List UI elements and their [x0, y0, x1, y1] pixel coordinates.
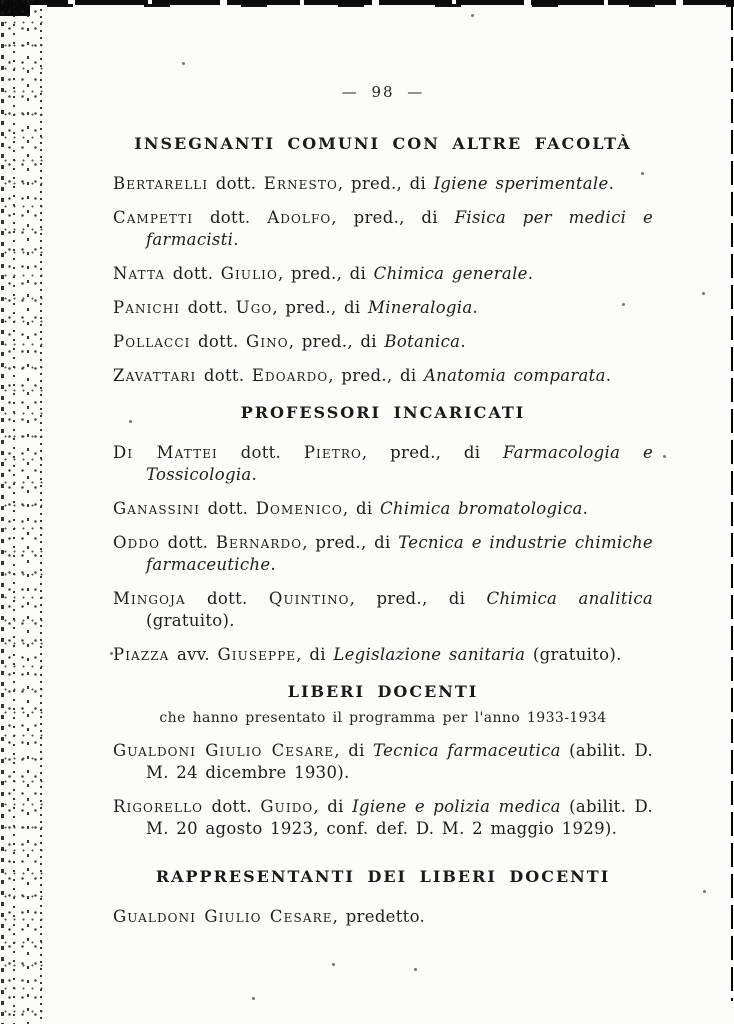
entry-segment-n: avv.: [169, 645, 218, 664]
entry-segment-n: , di: [313, 797, 353, 816]
entry-segment-n: , pred., di: [328, 366, 424, 385]
entry-segment-n: (abilit. D. M. 24 dicembre 1930).: [146, 741, 653, 782]
entry-segment-it: Anatomia comparata: [423, 366, 606, 385]
entry-segment-n: .: [251, 465, 258, 484]
entry-natta: [113, 263, 653, 285]
scan-speckle: [332, 963, 335, 966]
entry-zavattari: [113, 365, 653, 387]
entry-segment-n: , pred., di: [277, 264, 374, 283]
entry-segment-n: dott.: [185, 589, 269, 608]
entry-piazza: [113, 644, 653, 666]
entry-segment-n: .: [233, 230, 239, 249]
entry-segment-n: , pred., di: [361, 443, 504, 462]
entry-segment-n: , di: [334, 741, 374, 760]
scan-edge-top: [0, 0, 734, 7]
entry-segment-n: dott.: [160, 533, 216, 552]
entry-segment-sc: Ganassini: [113, 499, 201, 518]
entry-segment-n: .: [605, 366, 612, 385]
entry-segment-it: Chimica bromatologica: [379, 499, 583, 518]
entry-segment-sc: Di Mattei: [113, 443, 218, 462]
entry-segment-sc: Domenico: [255, 499, 343, 518]
scan-speckle: [252, 997, 255, 1000]
scan-speckle: [414, 968, 417, 971]
entry-segment-n: , di: [342, 499, 380, 518]
entry-segment-it: Fisica per medici e farmacisti: [146, 208, 654, 249]
entry-oddo: [113, 532, 653, 576]
entry-pollacci: [113, 331, 653, 353]
entry-segment-n: (abilit. D. M. 20 agosto 1923, conf. def. D. M. 2 maggio 1929).: [146, 797, 653, 838]
section-heading-liberi-docenti: LIBERI DOCENTI: [287, 682, 479, 701]
entry-segment-sc: Ugo: [235, 298, 273, 317]
entry-segment-sc: Gino: [246, 332, 289, 351]
entry-ganassini: [113, 498, 653, 520]
entry-segment-sc: Edoardo: [251, 366, 329, 385]
entry-segment-n: dott.: [200, 499, 256, 518]
scan-speckle: [471, 14, 474, 17]
entry-segment-sc: Zavattari: [113, 366, 197, 385]
entry-segment-sc: Giulio: [220, 264, 278, 283]
entry-segment-n: dott.: [196, 366, 252, 385]
entry-mingoja: [113, 588, 653, 632]
entry-segment-n: .: [608, 174, 615, 193]
entry-segment-n: , pred., di: [349, 589, 487, 608]
scan-speckle: [182, 62, 185, 65]
entry-segment-it: Igiene e polizia medica: [352, 797, 561, 816]
entry-gualdoni-predetto: [113, 906, 653, 928]
entry-segment-sc: Piazza: [113, 645, 170, 664]
entry-segment-it: Chimica generale: [373, 264, 528, 283]
entry-segment-sc: Natta: [113, 264, 166, 283]
section-subtitle-liberi-docenti: che hanno presentato il programma per l'anno 1933-1934: [159, 710, 607, 726]
entry-segment-sc: Mingoja: [113, 589, 186, 608]
entry-segment-sc: Adolfo: [267, 208, 332, 227]
entry-segment-sc: Pollacci: [113, 332, 191, 351]
entry-segment-sc: Campetti: [113, 208, 194, 227]
page-number: — 98 —: [341, 83, 425, 101]
entry-segment-it: Legislazione sanitaria: [333, 645, 526, 664]
entry-segment-sc: Ernesto: [263, 174, 338, 193]
section-heading-rappresentanti: RAPPRESENTANTI DEI LIBERI DOCENTI: [155, 867, 611, 886]
entry-segment-n: , pred., di: [302, 533, 399, 552]
scan-speckle: [663, 455, 666, 458]
entry-segment-n: dott.: [208, 174, 264, 193]
entry-segment-sc: Quintino: [268, 589, 350, 608]
page-content: [113, 82, 653, 928]
entry-segment-n: dott.: [217, 443, 304, 462]
entry-segment-n: .: [582, 499, 589, 518]
entry-rigorello: [113, 796, 653, 840]
entry-segment-it: Mineralogia: [368, 298, 473, 317]
entry-segment-n: , pred., di: [272, 298, 369, 317]
entry-segment-n: , pred., di: [331, 208, 455, 227]
entry-segment-sc: Bernardo: [215, 533, 303, 552]
entry-segment-it: Botanica: [384, 332, 461, 351]
entry-segment-it: Farmacologia e Tossicologia: [146, 443, 654, 484]
entry-segment-sc: Guido: [260, 797, 314, 816]
entry-segment-n: dott.: [165, 264, 221, 283]
entry-segment-n: , pred., di: [337, 174, 434, 193]
scan-noise-left-margin: [0, 0, 46, 1024]
entry-segment-n: .: [472, 298, 479, 317]
entry-segment-n: , di: [296, 645, 334, 664]
entry-segment-n: .: [527, 264, 534, 283]
entry-di-mattei: [113, 442, 653, 486]
section-heading-professori-incaricati: PROFESSORI INCARICATI: [240, 403, 526, 422]
entry-segment-it: Tecnica farmaceutica: [373, 741, 561, 760]
entry-segment-it: Tecnica e industrie chimiche farmaceutiche: [146, 533, 653, 574]
entry-segment-n: , pred., di: [288, 332, 385, 351]
scan-speckle: [702, 292, 705, 295]
entry-segment-sc: Oddo: [113, 533, 161, 552]
entry-gualdoni: [113, 740, 653, 784]
entry-segment-n: (gratuito).: [146, 611, 235, 630]
entry-bertarelli: [113, 173, 653, 195]
entry-segment-sc: Pietro: [303, 443, 362, 462]
entry-segment-sc: Gualdoni Giulio Cesare: [113, 741, 335, 760]
entry-segment-sc: Panichi: [113, 298, 181, 317]
entry-segment-sc: Bertarelli: [113, 174, 209, 193]
entry-segment-sc: Rigorello: [113, 797, 204, 816]
entry-campetti: [113, 207, 653, 251]
entry-segment-n: dott.: [190, 332, 247, 351]
entry-segment-n: .: [460, 332, 466, 351]
section-heading-insegnanti-comuni: INSEGNANTI COMUNI CON ALTRE FACOLTÀ: [134, 134, 632, 153]
entry-panichi: [113, 297, 653, 319]
scan-edge-right: [731, 6, 733, 1001]
entry-segment-it: Igiene sperimentale: [433, 174, 609, 193]
scan-speckle: [703, 890, 706, 893]
entry-segment-n: (gratuito).: [525, 645, 622, 664]
entry-segment-n: dott.: [203, 797, 261, 816]
entry-segment-n: .: [270, 555, 276, 574]
entry-segment-it: Chimica analitica: [486, 589, 654, 608]
entry-segment-n: , predetto.: [332, 907, 426, 926]
entry-segment-n: dott.: [180, 298, 236, 317]
entry-segment-n: dott.: [193, 208, 268, 227]
entry-segment-sc: Giuseppe: [217, 645, 297, 664]
entry-segment-sc: Gualdoni Giulio Cesare: [113, 907, 333, 926]
